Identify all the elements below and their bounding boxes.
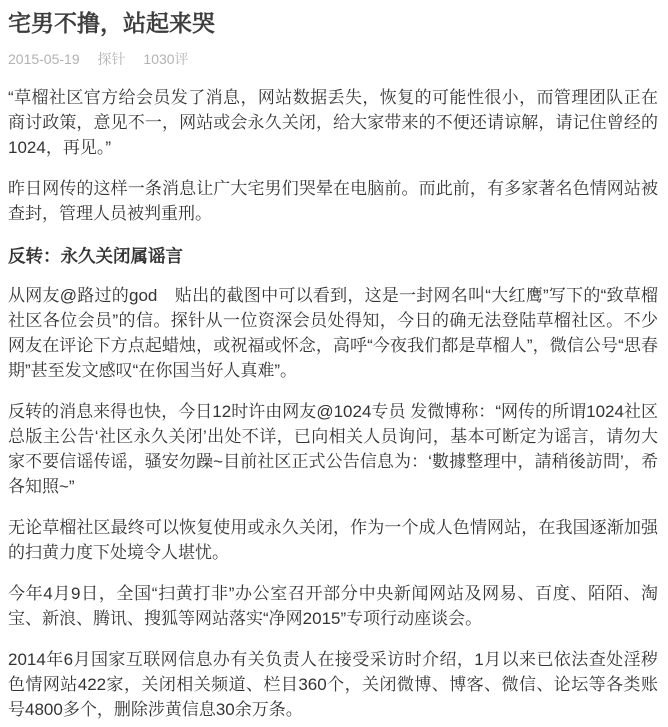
article [8, 8, 658, 722]
paragraph-intro: 昨日网传的这样一条消息让广大宅男们哭晕在电脑前。而此前，有多家著名色情网站被查封，管理人员被判重刑。 [8, 179, 658, 223]
article-body [8, 85, 658, 722]
paragraph-outlook: 无论草榴社区最终可以恢复使用或永久关闭，作为一个成人色情网站，在我国逐渐加强的扫黄力度下处境令人堪忧。 [8, 518, 658, 562]
article-author: 探针 [97, 51, 126, 67]
paragraph-quote-announcement: “草榴社区官方给会员发了消息，网站数据丢失，恢复的可能性很小，而管理团队正在商讨政策，意见不一，网站或会永久关闭，给大家带来的不便还请谅解，请记住曾经的1024，再见。” [8, 88, 658, 157]
section-heading-rumor: 反转：永久关闭属谣言 [8, 246, 183, 266]
paragraph-jingwang2015-meeting: 今年4月9日，全国“扫黄打非”办公室召开部分中央新闻网站及网易、百度、陌陌、淘宝、新浪、腾讯、搜狐等网站落实“净网2015”专项行动座谈会。 [8, 584, 658, 628]
article-comment-count: 1030评 [143, 51, 189, 67]
article-date: 2015-05-19 [8, 51, 80, 67]
paragraph-screenshot-letter: 从网友@路过的god 贴出的截图中可以看到，这是一封网名叫“大红鹰”写下的“致草榴社区各位会员”的信。探针从一位资深会员处得知，今日的确无法登陆草榴社区。不少网友在评论下方点起蜡烛，或祝福或怀念，高呼“今夜我们都是草榴人”，微信公号“思春期”甚至发文感叹“在你国当好人真难”。 [8, 286, 658, 380]
paragraph-weibo-clarification: 反转的消息来得也快，今日12时许由网友@1024专员 发微博称：“网传的所谓1024社区总版主公告‘社区永久关闭’出处不详，已向相关人员询问，基本可断定为谣言，请勿大家不要信谣传谣，骚安勿躁~目前社区正式公告信息为：‘數據整理中，請稍後訪問’，希各知照~” [8, 402, 658, 496]
paragraph-2014-statistics: 2014年6月国家互联网信息办有关负责人在接受采访时介绍，1月以来已依法查处淫秽色情网站422家，关闭相关频道、栏目360个，关闭微博、博客、微信、论坛等各类账号4800多个，删除涉黄信息30余万条。 [8, 650, 658, 719]
article-meta [8, 50, 658, 68]
article-title: 宅男不撸，站起来哭 [8, 10, 215, 36]
